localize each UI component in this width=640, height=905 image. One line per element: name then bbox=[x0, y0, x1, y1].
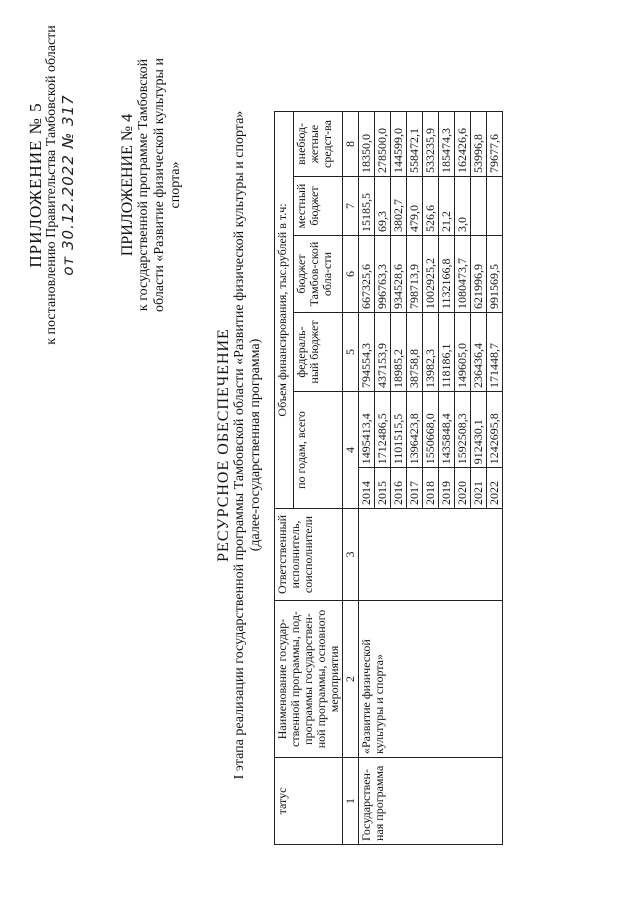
col-num: 2 bbox=[343, 601, 359, 758]
header-federal: федераль-ный бюджет bbox=[293, 313, 342, 392]
offbudget-cell: 558472,1 bbox=[407, 112, 423, 177]
total-cell: 1435848,4 bbox=[439, 392, 455, 468]
local-cell: 69,3 bbox=[375, 177, 391, 236]
year-cell: 2014 bbox=[359, 468, 375, 509]
total-cell: 1495413,4 bbox=[359, 392, 375, 468]
local-cell bbox=[471, 177, 487, 236]
total-cell: 1101515,5 bbox=[391, 392, 407, 468]
regional-cell: 991569,5 bbox=[487, 236, 503, 313]
federal-cell: 118186,1 bbox=[439, 313, 455, 392]
total-cell: 1550668,0 bbox=[423, 392, 439, 468]
total-cell: 1242695,8 bbox=[487, 392, 503, 468]
offbudget-cell: 533235,9 bbox=[423, 112, 439, 177]
regional-cell: 1080473,7 bbox=[455, 236, 471, 313]
federal-cell: 38758,8 bbox=[407, 313, 423, 392]
appendix-4-line4: спорта» bbox=[168, 161, 183, 209]
local-cell: 21,2 bbox=[439, 177, 455, 236]
year-cell: 2018 bbox=[423, 468, 439, 509]
offbudget-cell: 185474,3 bbox=[439, 112, 455, 177]
appendix-4-line2: к государственной программе Тамбовской bbox=[136, 58, 151, 312]
year-cell: 2015 bbox=[375, 468, 391, 509]
header-total: по годам, всего bbox=[293, 392, 342, 509]
total-cell: 1396423,8 bbox=[407, 392, 423, 468]
col-num: 3 bbox=[343, 509, 359, 601]
header-regional: бюджет Тамбов-ской обла-сти bbox=[293, 236, 342, 313]
table-body bbox=[359, 112, 503, 845]
appendix-5-header bbox=[28, 25, 76, 345]
document-title bbox=[216, 45, 264, 845]
header-status: татус bbox=[275, 758, 343, 845]
regional-cell: 1132166,8 bbox=[439, 236, 455, 313]
header-funding: Объем финансирования, тыс.рублей в т.ч: bbox=[275, 112, 294, 509]
table-header-row bbox=[275, 112, 294, 845]
local-cell: 479,0 bbox=[407, 177, 423, 236]
header-executor: Ответственный исполнитель, соисполнители bbox=[275, 509, 343, 601]
regional-cell: 1002925,2 bbox=[423, 236, 439, 313]
federal-cell: 236436,4 bbox=[471, 313, 487, 392]
offbudget-cell: 144599,0 bbox=[391, 112, 407, 177]
column-number-row bbox=[343, 112, 359, 845]
federal-cell: 13982,3 bbox=[423, 313, 439, 392]
col-num: 7 bbox=[343, 177, 359, 236]
appendix-4-line3: области «Развитие физической культуры и bbox=[152, 58, 167, 312]
appendix-4-header bbox=[120, 25, 184, 345]
offbudget-cell: 79677,6 bbox=[487, 112, 503, 177]
regional-cell: 798713,9 bbox=[407, 236, 423, 313]
year-cell: 2016 bbox=[391, 468, 407, 509]
title-line-3: (далее-государственная программа) bbox=[248, 338, 263, 552]
total-cell: 1712486,5 bbox=[375, 392, 391, 468]
year-cell: 2022 bbox=[487, 468, 503, 509]
regional-cell: 996763,3 bbox=[375, 236, 391, 313]
offbudget-cell: 278500,0 bbox=[375, 112, 391, 177]
federal-cell: 149605,0 bbox=[455, 313, 471, 392]
header-name: Наименование государ-ственной программы, под-программы государствен-ной программы, основного мероприятия bbox=[275, 601, 343, 758]
col-num: 6 bbox=[343, 236, 359, 313]
local-cell bbox=[487, 177, 503, 236]
year-cell: 2021 bbox=[471, 468, 487, 509]
federal-cell: 171448,7 bbox=[487, 313, 503, 392]
col-num: 4 bbox=[343, 392, 359, 509]
header-local: местный бюджет bbox=[293, 177, 342, 236]
col-num: 8 bbox=[343, 112, 359, 177]
regional-cell: 621996,9 bbox=[471, 236, 487, 313]
federal-cell: 437153,9 bbox=[375, 313, 391, 392]
year-cell: 2017 bbox=[407, 468, 423, 509]
year-cell: 2020 bbox=[455, 468, 471, 509]
status-cell: Государствен-ная программа bbox=[359, 758, 503, 845]
local-cell: 526,6 bbox=[423, 177, 439, 236]
federal-cell: 794554,3 bbox=[359, 313, 375, 392]
offbudget-cell: 18350,0 bbox=[359, 112, 375, 177]
local-cell: 15185,5 bbox=[359, 177, 375, 236]
total-cell: 912430,1 bbox=[471, 392, 487, 468]
local-cell: 3,0 bbox=[455, 177, 471, 236]
executor-cell bbox=[359, 509, 503, 601]
signature-date: от 30.12.2022 № 317 bbox=[59, 94, 77, 276]
resource-table bbox=[274, 111, 503, 845]
federal-cell: 18985,2 bbox=[391, 313, 407, 392]
local-cell: 3802,7 bbox=[391, 177, 407, 236]
year-cell: 2019 bbox=[439, 468, 455, 509]
program-name-cell: «Развитие физической культуры и спорта» bbox=[359, 601, 503, 758]
col-num: 1 bbox=[343, 758, 359, 845]
appendix-4-title: ПРИЛОЖЕНИЕ № 4 bbox=[119, 113, 136, 257]
appendix-5-subtitle: к постановлению Правительства Тамбовской области bbox=[44, 25, 59, 345]
col-num: 5 bbox=[343, 313, 359, 392]
regional-cell: 934528,6 bbox=[391, 236, 407, 313]
offbudget-cell: 162426,6 bbox=[455, 112, 471, 177]
regional-cell: 667325,6 bbox=[359, 236, 375, 313]
title-line-1: РЕСУРСНОЕ ОБЕСПЕЧЕНИЕ bbox=[215, 328, 232, 562]
appendix-5-title: ПРИЛОЖЕНИЕ № 5 bbox=[26, 102, 45, 268]
total-cell: 1592508,3 bbox=[455, 392, 471, 468]
table-row bbox=[359, 112, 375, 845]
title-line-2: I этапа реализации государственной программы Тамбовской области «Развитие физической культуры и спорта» bbox=[232, 110, 247, 780]
offbudget-cell: 53996,8 bbox=[471, 112, 487, 177]
header-offbudget: внебюд-жетные средст-ва bbox=[293, 112, 342, 177]
